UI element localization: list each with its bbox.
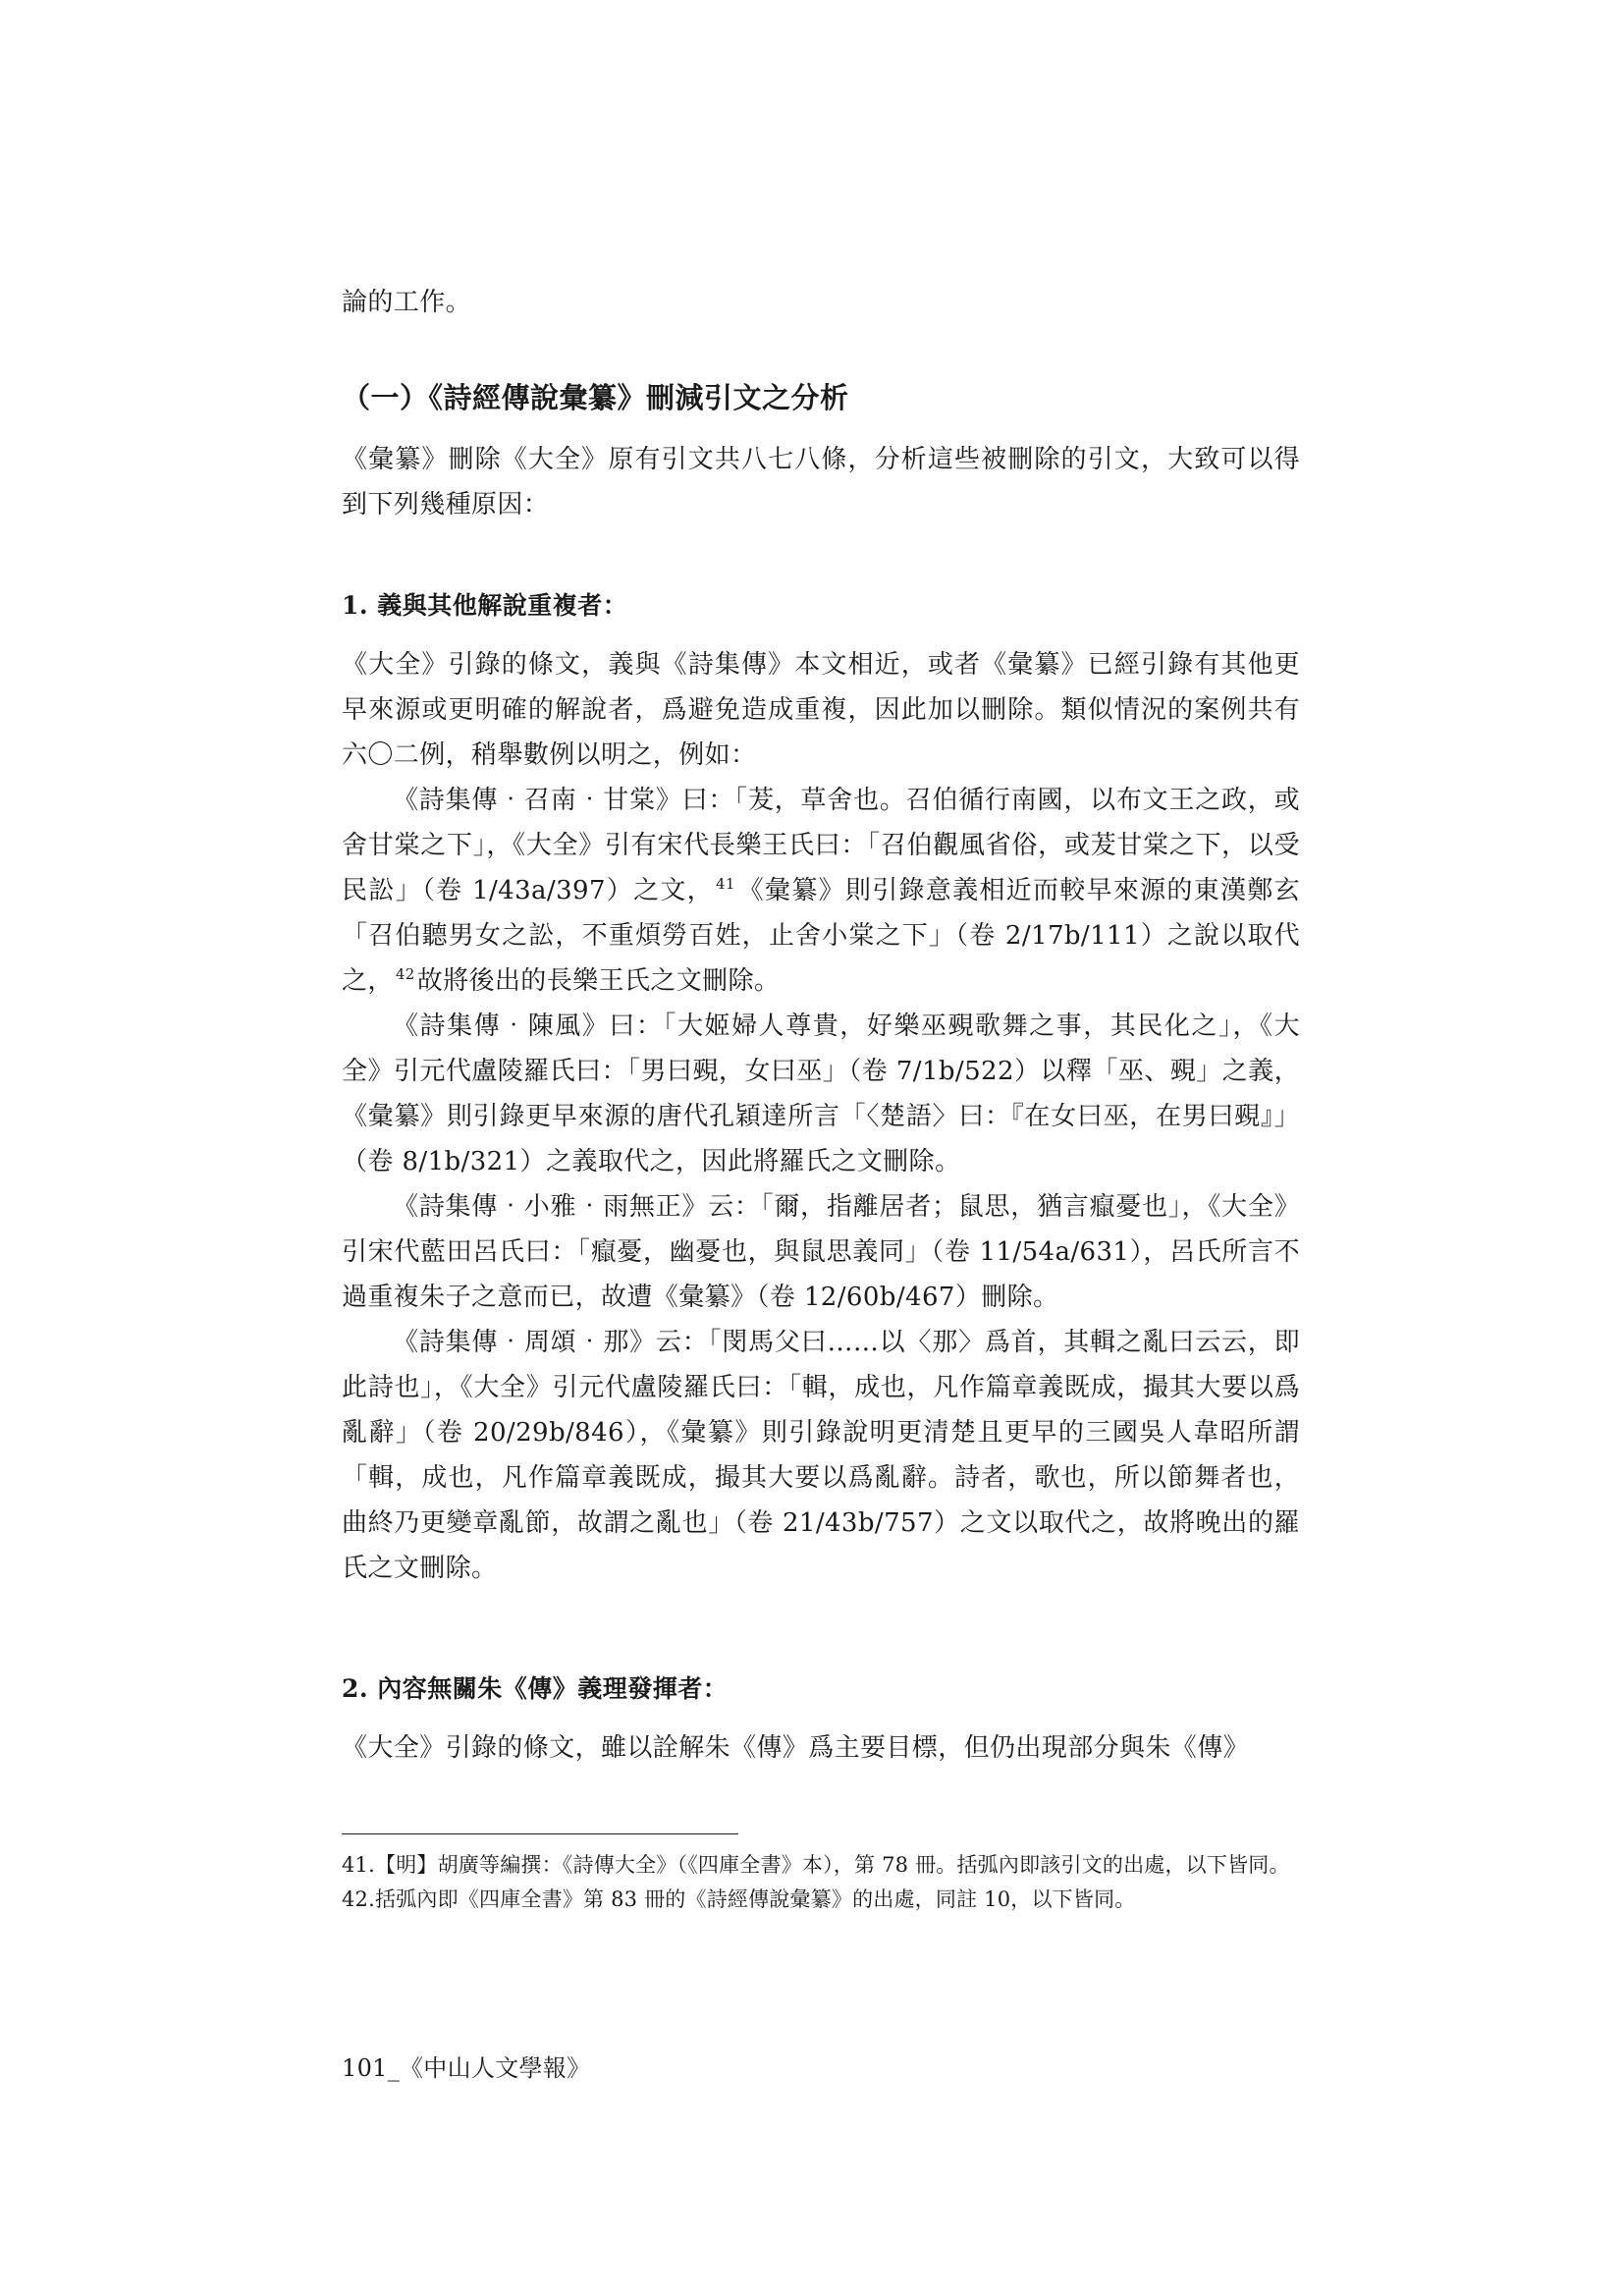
example-paragraph-3: 《詩集傳‧小雅‧雨無正》云：「爾，指離居者；鼠思，猶言癙憂也」，《大全》引宋代藍田呂氏曰：「癙憂，幽憂也，與鼠思義同」（卷 11/54a/631），呂氏所言不過重複朱子之意而已，故遭《彙纂》（卷 12/60b/467）刪除。 (342, 1192, 1300, 1312)
subsection1-intro: 《大全》引錄的條文，義與《詩集傳》本文相近，或者《彙纂》已經引錄有其他更早來源或更明確的解說者，爲避免造成重複，因此加以刪除。類似情況的案例共有六〇二例，稍舉數例以明之，例如： (342, 650, 1300, 770)
footnote-42: 42.括弧內即《四庫全書》第 83 冊的《詩經傳說彙纂》的出處，同註 10，以下皆同。 (342, 1887, 1136, 1911)
section-intro (342, 437, 1300, 527)
example-paragraph-2: 《詩集傳‧陳風》曰：「大姬婦人尊貴，好樂巫覡歌舞之事，其民化之」，《大全》引元代盧陵羅氏曰：「男曰覡，女曰巫」（卷 7/1b/522）以釋「巫、覡」之義，《彙纂》則引錄更早來源的唐代孔穎達所言「〈楚語〉曰：『在女曰巫，在男曰覡』」（卷 8/1b/321）之義取代之，因此將羅氏之文刪除。 (342, 1011, 1300, 1176)
footnote-ref-41: 41 (715, 875, 735, 894)
footnotes (342, 1850, 1300, 1919)
subsection2-heading-text: 2. 內容無關朱《傳》義理發揮者： (342, 1674, 729, 1703)
footnote-ref-42: 42 (395, 965, 415, 984)
page-footer: 101_《中山人文學報》 (342, 2054, 591, 2082)
subsection2-intro: 《大全》引錄的條文，雖以詮解朱《傳》爲主要目標，但仍出現部分與朱《傳》 (342, 1733, 1250, 1763)
intro-line (342, 280, 1300, 325)
subsection1-heading-text: 1. 義與其他解說重複者： (342, 591, 628, 620)
subsection2-body (342, 1725, 1300, 1771)
example1-part2: 《彙纂》則引錄意義相近而較早來源的東漢鄭玄「召伯聽男女之訟，不重煩勞百姓，止舍小棠之下」（卷 2/17b/111）之說以取代之， (342, 876, 1301, 996)
section-heading (342, 375, 1300, 420)
example1-part3: 故將後出的長樂王氏之文刪除。 (416, 966, 781, 996)
section-intro-text: 《彙纂》刪除《大全》原有引文共八七八條，分析這些被刪除的引文，大致可以得到下列幾種原因： (342, 445, 1300, 519)
intro-line-text: 論的工作。 (342, 288, 472, 317)
footnote-divider (342, 1833, 738, 1834)
example-paragraph-4: 《詩集傳‧周頌‧那》云：「閔馬父曰……以〈那〉爲首，其輯之亂曰云云，即此詩也」，《大全》引元代盧陵羅氏曰：「輯，成也，凡作篇章義既成，撮其大要以爲亂辭」（卷 20/29b/846），《彙纂》則引錄說明更清楚且更早的三國吳人韋昭所謂「輯，成也，凡作篇章義既成，撮其大要以爲亂辭。詩者，歌也，所以節舞者也，曲終乃更變章亂節，故謂之亂也」（卷 21/43b/757）之文以取代之，故將晚出的羅氏之文刪除。 (342, 1328, 1300, 1583)
subsection1-body (342, 642, 1300, 1591)
example1-part1: 《詩集傳‧召南‧甘棠》曰：「茇，草舍也。召伯循行南國，以布文王之政，或舍甘棠之下」，《大全》引有宋代長樂王氏曰：「召伯觀風省俗，或茇甘棠之下，以受民訟」（卷 1/43a/397）之文， (342, 786, 1300, 905)
subsection2-heading (342, 1669, 1300, 1709)
footnote-41: 41.【明】胡廣等編撰：《詩傳大全》（《四庫全書》本），第 78 冊。括弧內即該引文的出處，以下皆同。 (342, 1853, 1290, 1877)
section-heading-text: （一）《詩經傳說彙纂》刪減引文之分析 (342, 381, 849, 414)
example-paragraph-1 (342, 778, 1300, 1004)
subsection1-heading (342, 586, 1300, 626)
